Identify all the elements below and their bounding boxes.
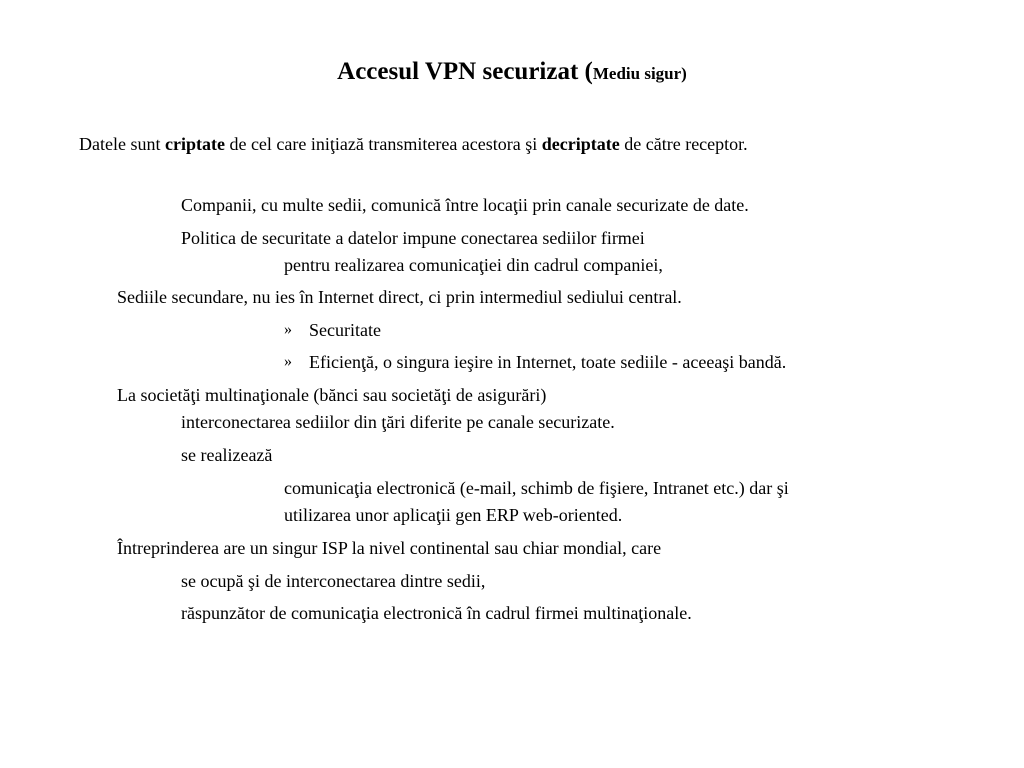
text-line-12: Întreprinderea are un singur ISP la nivel continental sau chiar mondial, care	[117, 538, 662, 558]
intro-paragraph	[79, 133, 748, 155]
intro-text-2: de cel care iniţiază transmiterea acestora şi	[224, 134, 542, 154]
text-line-14: răspunzător de comunicaţia electronică în cadrul firmei multinaţionale.	[181, 603, 692, 623]
text-line-8: interconectarea sediilor din ţări diferite pe canale securizate.	[181, 412, 615, 432]
bullet-marker-1: »	[284, 321, 292, 338]
text-line-6: Eficienţă, o singura ieşire in Internet, toate sediile - aceeaşi bandă.	[309, 352, 787, 372]
text-line-9: se realizează	[181, 445, 273, 465]
title-main: Accesul VPN securizat (	[337, 58, 593, 85]
intro-bold-decriptate: decriptate	[541, 134, 620, 154]
bullet-marker-2: »	[284, 353, 292, 370]
text-line-13: se ocupă şi de interconectarea dintre sedii,	[181, 571, 486, 591]
title-subtitle: Mediu sigur	[592, 64, 682, 83]
title-close: )	[681, 64, 687, 83]
slide-title	[0, 58, 1024, 86]
text-line-1: Companii, cu multe sedii, comunică între locaţii prin canale securizate de date.	[181, 195, 749, 215]
text-line-7: La societăţi multinaţionale (bănci sau societăţi de asigurări)	[117, 385, 547, 405]
text-line-5: Securitate	[309, 320, 381, 340]
text-line-3: pentru realizarea comunicaţiei din cadrul companiei,	[284, 255, 663, 275]
text-line-11: utilizarea unor aplicaţii gen ERP web-oriented.	[284, 505, 623, 525]
intro-text-1: Datele sunt	[79, 134, 165, 154]
text-line-10: comunicaţia electronică (e-mail, schimb de fişiere, Intranet etc.) dar şi	[284, 478, 789, 498]
text-line-2: Politica de securitate a datelor impune conectarea sediilor firmei	[181, 228, 645, 248]
intro-bold-criptate: criptate	[164, 134, 225, 154]
text-line-4: Sediile secundare, nu ies în Internet direct, ci prin intermediul sediului central.	[117, 287, 682, 307]
intro-text-3: de către receptor.	[619, 134, 748, 154]
